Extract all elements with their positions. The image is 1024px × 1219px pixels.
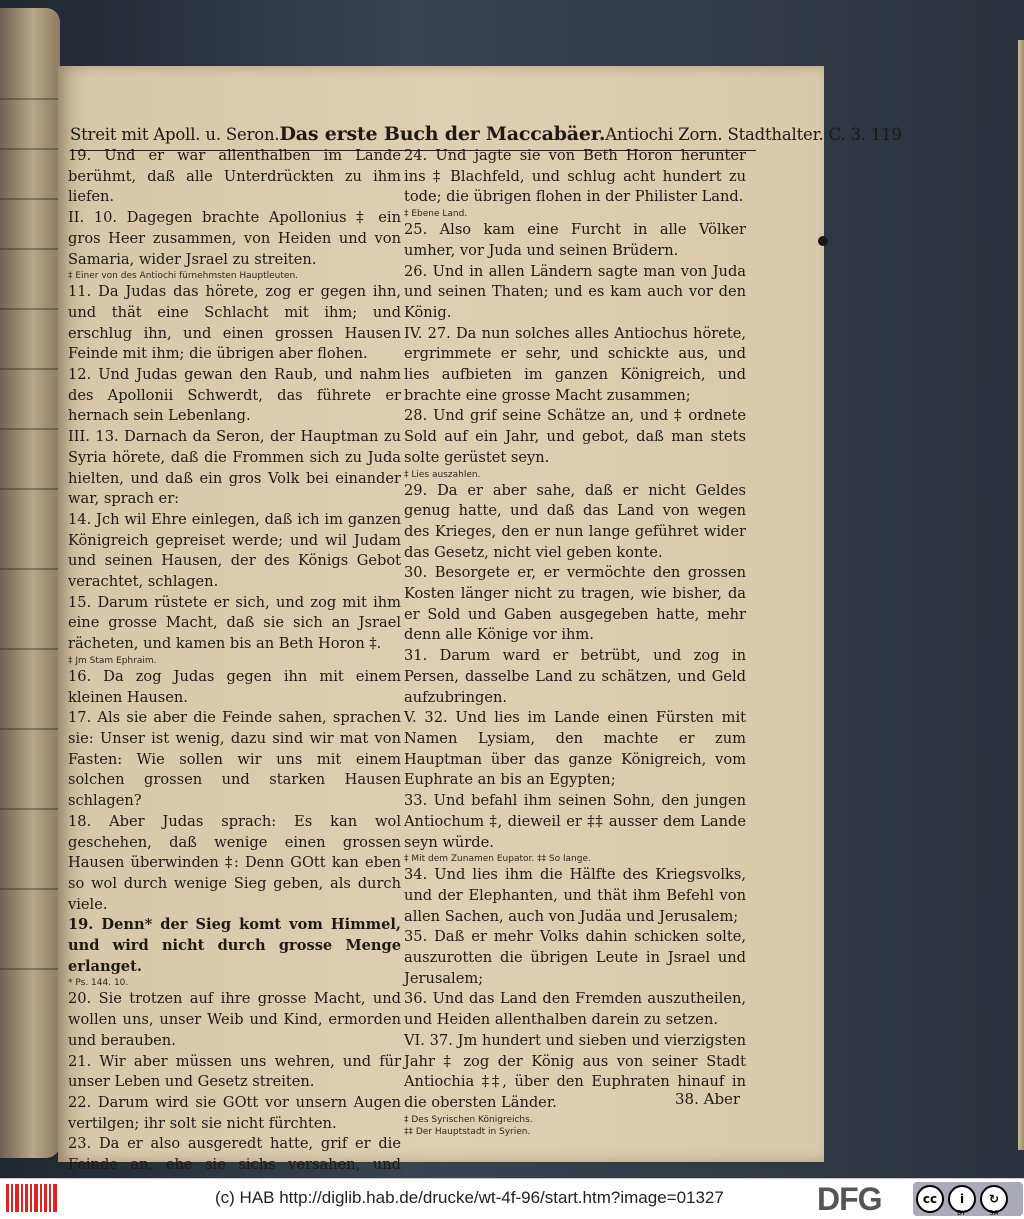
verse-paragraph: 15. Darum rüstete er sich, und zog mit ihm eine grosse Macht, daß sie sich an Jsrael rächeten, und kamen bis an Beth Horon ‡. [68, 593, 401, 653]
verse-paragraph: 21. Wir aber müssen uns wehren, und für unser Leben und Gesetz streiten. [68, 1052, 401, 1091]
cc-by-sa-icon[interactable] [913, 1182, 1023, 1216]
footnote: ‡ Lies auszahlen. [404, 469, 481, 480]
footnote: ‡ Ebene Land. [404, 209, 468, 220]
footnote: ‡ Einer von des Antiochi fürnehmsten Hauptleuten. [68, 271, 299, 282]
copyright-link[interactable]: (c) HAB http://diglib.hab.de/drucke/wt-4f-96/start.htm?image=01327 [215, 1188, 724, 1207]
verse-paragraph: 33. Und befahl ihm seinen Sohn, den jungen Antiochum ‡, dieweil er ‡‡ ausser dem Lande seyn würde. [404, 792, 746, 851]
footnote: * Ps. 144. 10. [68, 978, 129, 989]
verse-paragraph: 12. Und Judas gewan den Raub, und nahm des Apollonii Schwerdt, das führete er hernach sein Lebenlang. [68, 366, 401, 425]
verse-paragraph: 23. Da er also ausgeredt hatte, grif er die Feinde an, ehe sie sichs versahen, und [68, 1135, 401, 1174]
left-column [68, 146, 401, 1217]
catchword: 38. Aber [675, 1090, 741, 1108]
right-column [404, 146, 746, 1138]
sa-icon: ↻ [980, 1185, 1008, 1213]
by-icon: i [948, 1185, 976, 1213]
verse-paragraph: 20. Sie trotzen auf ihre grosse Macht, und wollen uns, unser Weib und Kind, ermorden und berauben. [68, 990, 401, 1049]
footnote: ‡ Jm Stam Ephraim. [68, 655, 157, 666]
verse-paragraph: 11. Da Judas das hörete, zog er gegen ihn, und thät eine Schlacht mit ihm; und erschlug ihn, und einen grossen Hausen Feinde mit ihm; die übrigen aber flohen. [68, 283, 401, 363]
verse-paragraph: 28. Und grif seine Schätze an, und ‡ ordnete Sold auf ein Jahr, und gebot, daß man stets solte gerüstet seyn. [404, 407, 746, 466]
verse-paragraph: 25. Also kam eine Furcht in alle Völker umher, vor Juda und seinen Brüdern. [404, 221, 746, 259]
header-right: Antiochi Zorn. Stadthalter. C. 3. 119 [605, 124, 902, 144]
verse-paragraph: 14. Jch wil Ehre einlegen, daß ich im ganzen Königreich gepreiset werde; und wil Judam und seinen Hausen, der des Königs Gebot verachtet, schlagen. [68, 510, 401, 591]
verse-paragraph: III. 13. Darnach da Seron, der Hauptman zu Syria hörete, daß die Frommen sich zu Juda hielten, und daß ein gros Volk bei einander war, sprach er: [68, 428, 401, 508]
footnote: ‡ Des Syrischen Königreichs. [404, 1114, 533, 1125]
verse-paragraph: 17. Als sie aber die Feinde sahen, sprachen sie: Unser ist wenig, dazu sind wir mat von Fasten: Wie sollen wir uns mit einem solchen grossen und starken Hausen schlagen? [68, 709, 401, 810]
footer-bar [0, 1178, 1024, 1219]
verse-paragraph: 34. Und lies ihm die Hälfte des Kriegsvolks, und der Elephanten, und thät ihm Befehl von allen Sachen, auch von Judäa und Jerusalem; [404, 866, 746, 925]
footnote: ‡‡ Der Hauptstadt in Syrien. [404, 1126, 531, 1137]
verse-paragraph: 29. Da er aber sahe, daß er nicht Geldes genug hatte, und daß das Land von wegen des Krieges, den er nun lange geführet wider das Gesetz, nicht viel geben konte. [404, 481, 746, 561]
verse-paragraph: 31. Darum ward er betrübt, und zog in Persen, dasselbe Land zu schätzen, und Geld aufzubringen. [404, 647, 746, 706]
verse-paragraph: 30. Besorgete er, er vermöchte den grossen Kosten länger nicht zu tragen, wie bisher, da er Sold und Gaben ausgegeben hatte, mehr denn alle Könige vor ihm. [404, 564, 746, 644]
header-title: Das erste Buch der Maccabäer. [279, 123, 606, 145]
verse-paragraph: 24. Und jagte sie von Beth Horon herunter ins ‡ Blachfeld, und schlug acht hundert zu tode; die übrigen flohen in der Philister Land. [404, 147, 746, 206]
verse-paragraph: 22. Darum wird sie GOtt vor unsern Augen vertilgen; ihr solt sie nicht fürchten. [68, 1093, 401, 1132]
verse-paragraph: VI. 37. Jm hundert und sieben und vierzigsten Jahr ‡ zog der König aus von seiner Stadt Antiochia ‡‡, über den Euphraten hinauf in die obersten Länder. [404, 1031, 746, 1111]
book-page [58, 66, 902, 1174]
verse-paragraph: 35. Daß er mehr Volks dahin schicken solte, auszurotten die übrigen Leute in Jsrael und Jerusalem; [404, 928, 746, 987]
verse-paragraph: 36. Und das Land den Fremden auszutheilen, und Heiden allenthalben darein zu setzen. [404, 990, 746, 1029]
verse-paragraph: 19. Und er war allenthalben im Lande berühmt, daß alle Unterdrückten zu ihm liefen. [68, 147, 401, 206]
barcode-logo [6, 1184, 57, 1212]
adjacent-page-edge [0, 8, 60, 1158]
verse-paragraph: 19. Denn* der Sieg komt vom Himmel, und wird nicht durch grosse Menge erlanget. [68, 916, 401, 975]
verse-paragraph: IV. 27. Da nun solches alles Antiochus hörete, ergrimmete er sehr, und schickte aus, und lies aufbieten im ganzen Königreich, und brachte eine grosse Macht zusammen; [404, 324, 746, 404]
verse-paragraph: II. 10. Dagegen brachte Apollonius ‡ ein gros Heer zusammen, von Heiden und von Samaria, wider Jsrael zu streiten. [68, 209, 401, 268]
header-left: Streit mit Apoll. u. Seron. [70, 124, 280, 144]
dfg-logo: DFG [817, 1181, 882, 1217]
verse-paragraph: 18. Aber Judas sprach: Es kan wol geschehen, daß wenige einen grossen Hausen überwinden ‡: Denn GOtt kan eben so wol durch wenige Sieg geben, als durch viele. [68, 812, 401, 913]
verse-paragraph: 16. Da zog Judas gegen ihn mit einem kleinen Hausen. [68, 667, 401, 706]
page-block-edge [1018, 40, 1024, 1150]
verse-paragraph: 26. Und in allen Ländern sagte man von Juda und seinen Thaten; und es kam auch vor den König. [404, 262, 746, 321]
cc-icon: cc [916, 1185, 944, 1213]
page-hole [818, 236, 828, 246]
by-label: BY [957, 1209, 966, 1217]
footnote: ‡ Mit dem Zunamen Eupator. ‡‡ So lange. [404, 854, 591, 865]
verse-paragraph: V. 32. Und lies im Lande einen Fürsten mit Namen Lysiam, den machte er zum Hauptman über das ganze Königreich, vom Euphrate an bis an Egypten; [404, 709, 746, 789]
sa-label: SA [989, 1209, 999, 1217]
